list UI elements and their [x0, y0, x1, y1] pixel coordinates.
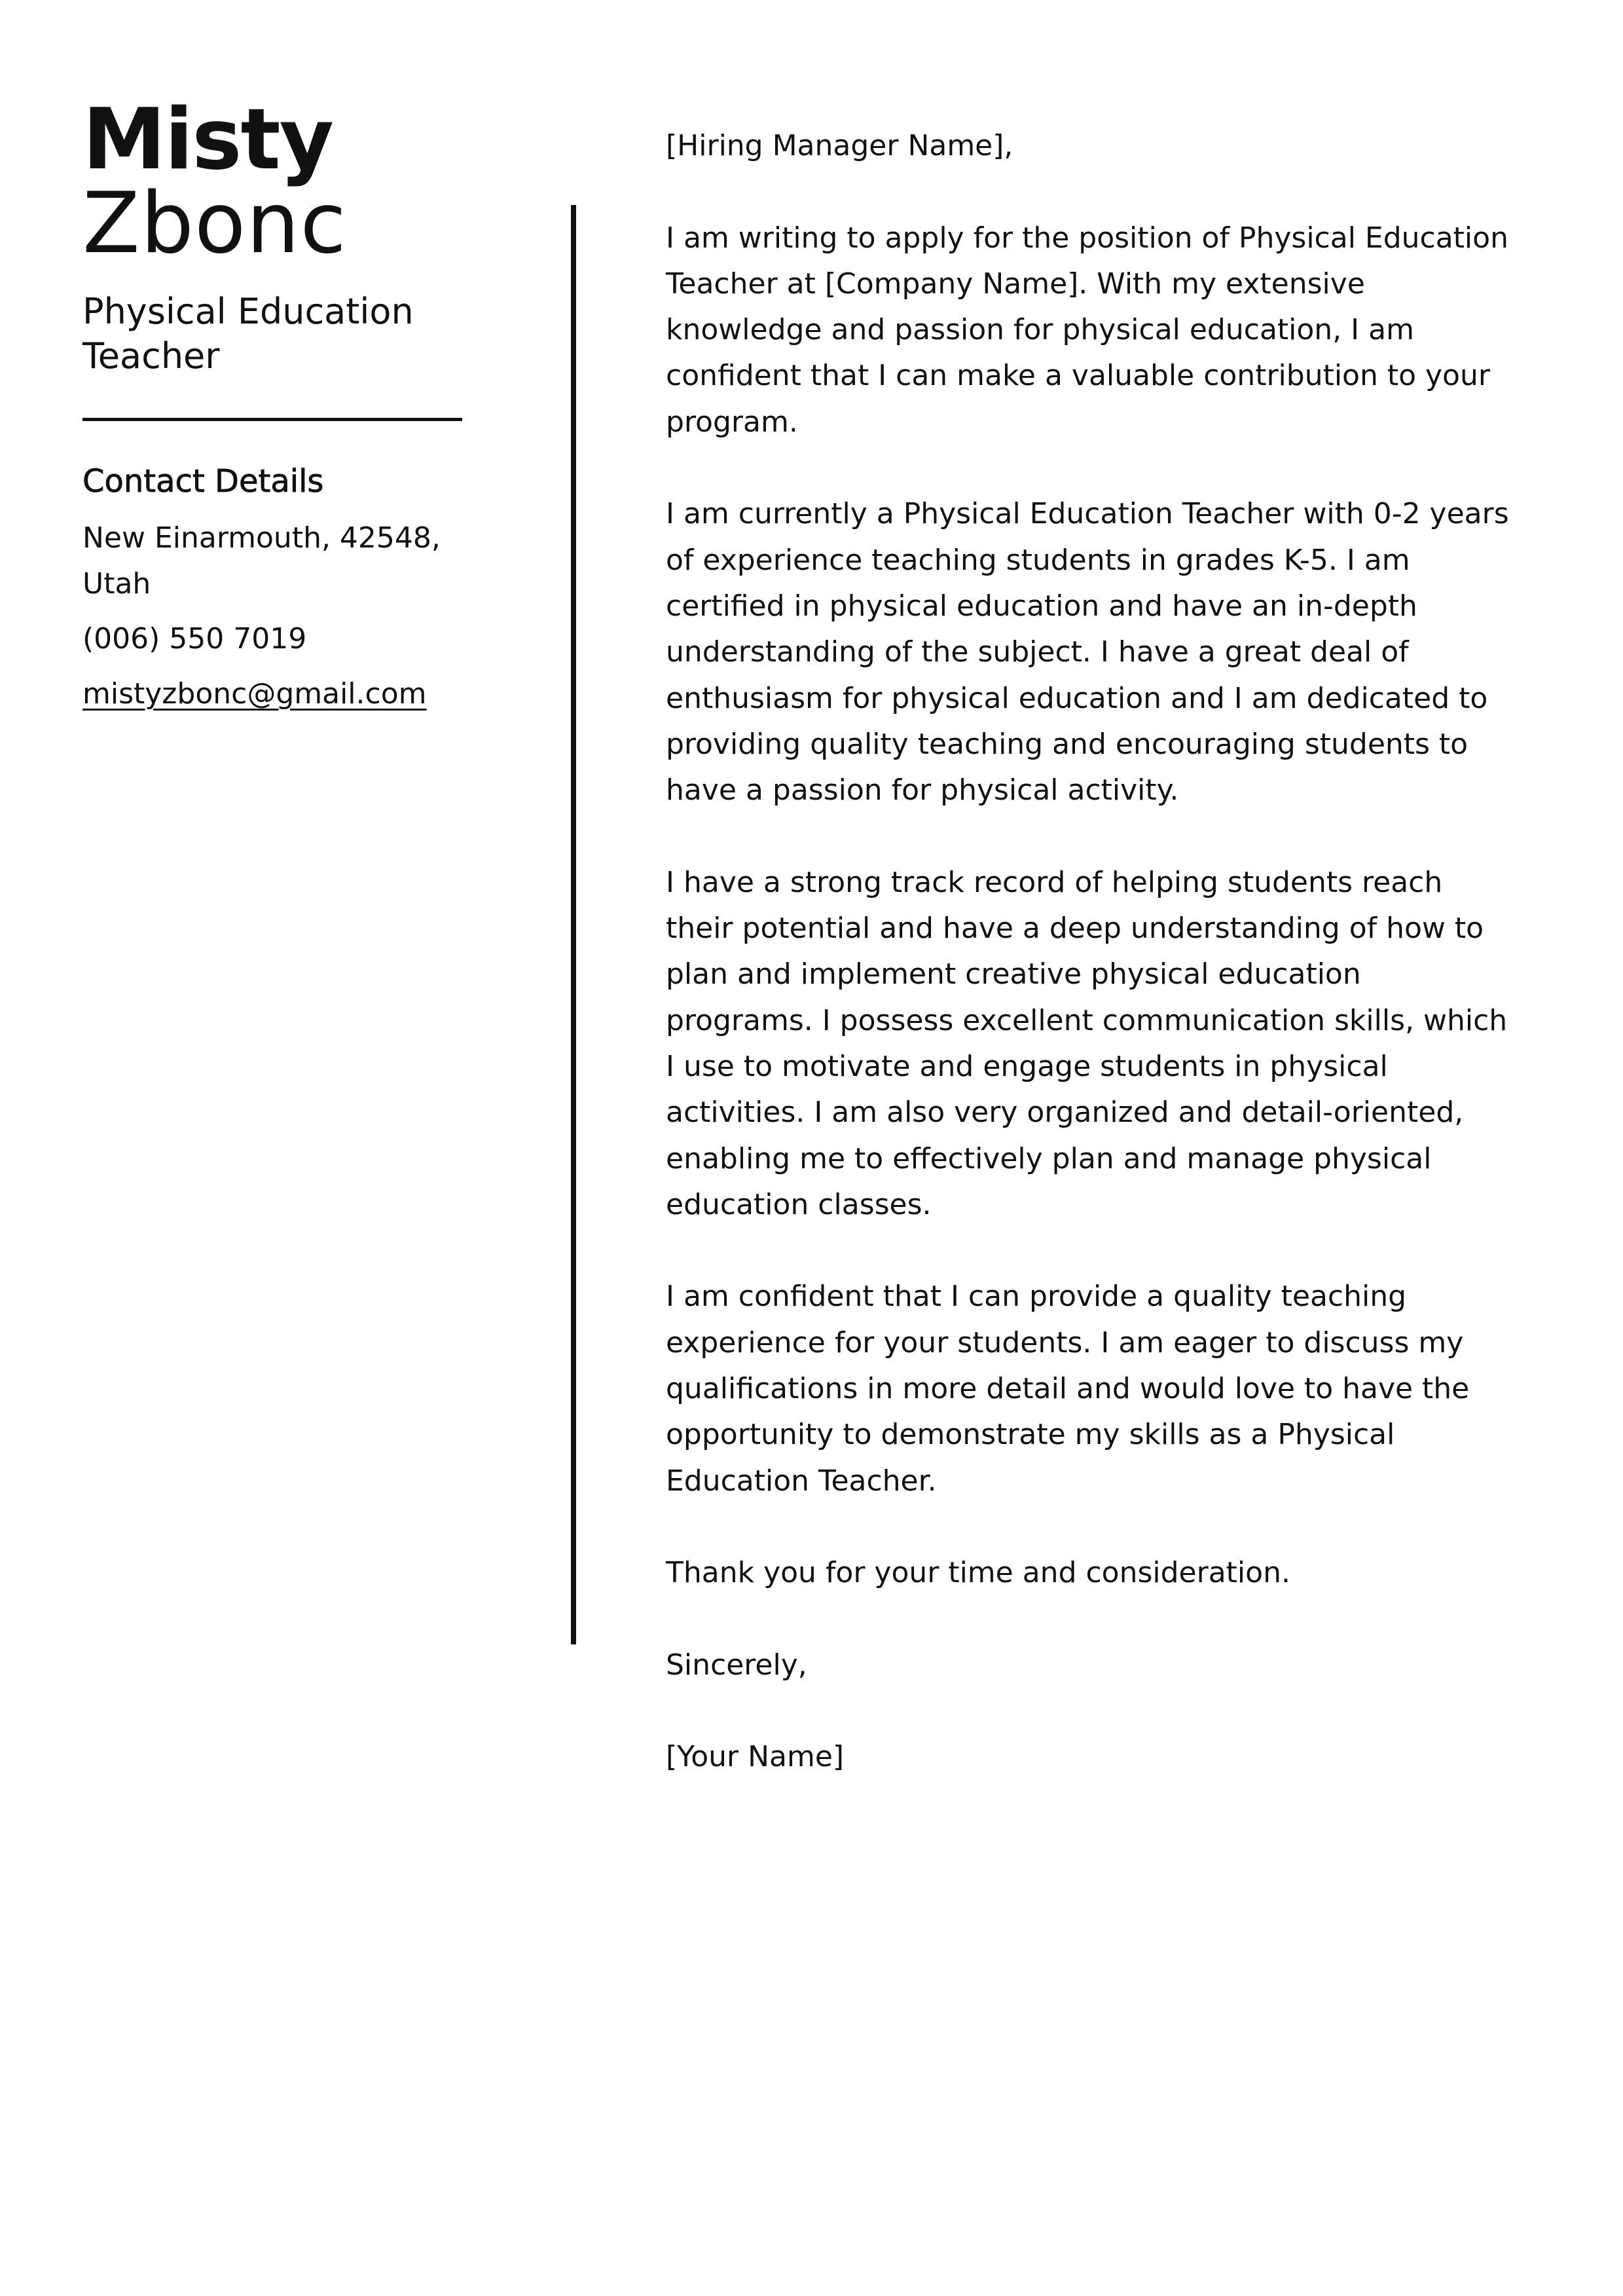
vertical-divider: [571, 205, 576, 1644]
contact-email-link[interactable]: mistyzbonc@gmail.com: [82, 677, 427, 711]
first-name: Misty: [82, 91, 333, 189]
letter-closing: Sincerely,: [666, 1648, 807, 1682]
letter-paragraph: I have a strong track record of helping students reach their potential and have a deep understanding of how to plan and implement creative physical education programs. I possess excellent communication skills, which I use to motivate and engage students in physical activities. I am also very organized and detail-oriented, enabling me to effectively plan and manage physical education classes.: [666, 865, 1508, 1221]
letter-paragraph: Thank you for your time and consideration.: [666, 1556, 1290, 1590]
last-name: Zbonc: [82, 175, 347, 272]
letter-salutation: [Hiring Manager Name],: [666, 129, 1013, 162]
letter-signature: [Your Name]: [666, 1740, 845, 1774]
letter-paragraph: I am currently a Physical Education Teacher with 0-2 years of experience teaching students in grades K-5. I am certified in physical education and have an in-depth understanding of the subject. I have a great deal of enthusiasm for physical education and I am dedicated to providing quality teaching and encouraging students to have a passion for physical activity.: [666, 497, 1509, 807]
sidebar: [82, 91, 462, 717]
letter-body: [666, 123, 1510, 1781]
sidebar-divider: [82, 418, 462, 421]
letter-paragraph: I am writing to apply for the position of Physical Education Teacher at [Company Name]. With my extensive knowledge and passion for physical education, I am confident that I can make a valuable contribution to your program.: [666, 221, 1508, 439]
contact-details-heading: Contact Details: [82, 463, 324, 500]
contact-phone: (006) 550 7019: [82, 622, 307, 656]
job-title: Physical Education Teacher: [82, 291, 414, 377]
contact-address: New Einarmouth, 42548, Utah: [82, 521, 441, 601]
letter-paragraph: I am confident that I can provide a quality teaching experience for your students. I am eager to discuss my qualifications in more detail and would love to have the opportunity to demonstrate my skills as a Physical Education Teacher.: [666, 1280, 1470, 1498]
